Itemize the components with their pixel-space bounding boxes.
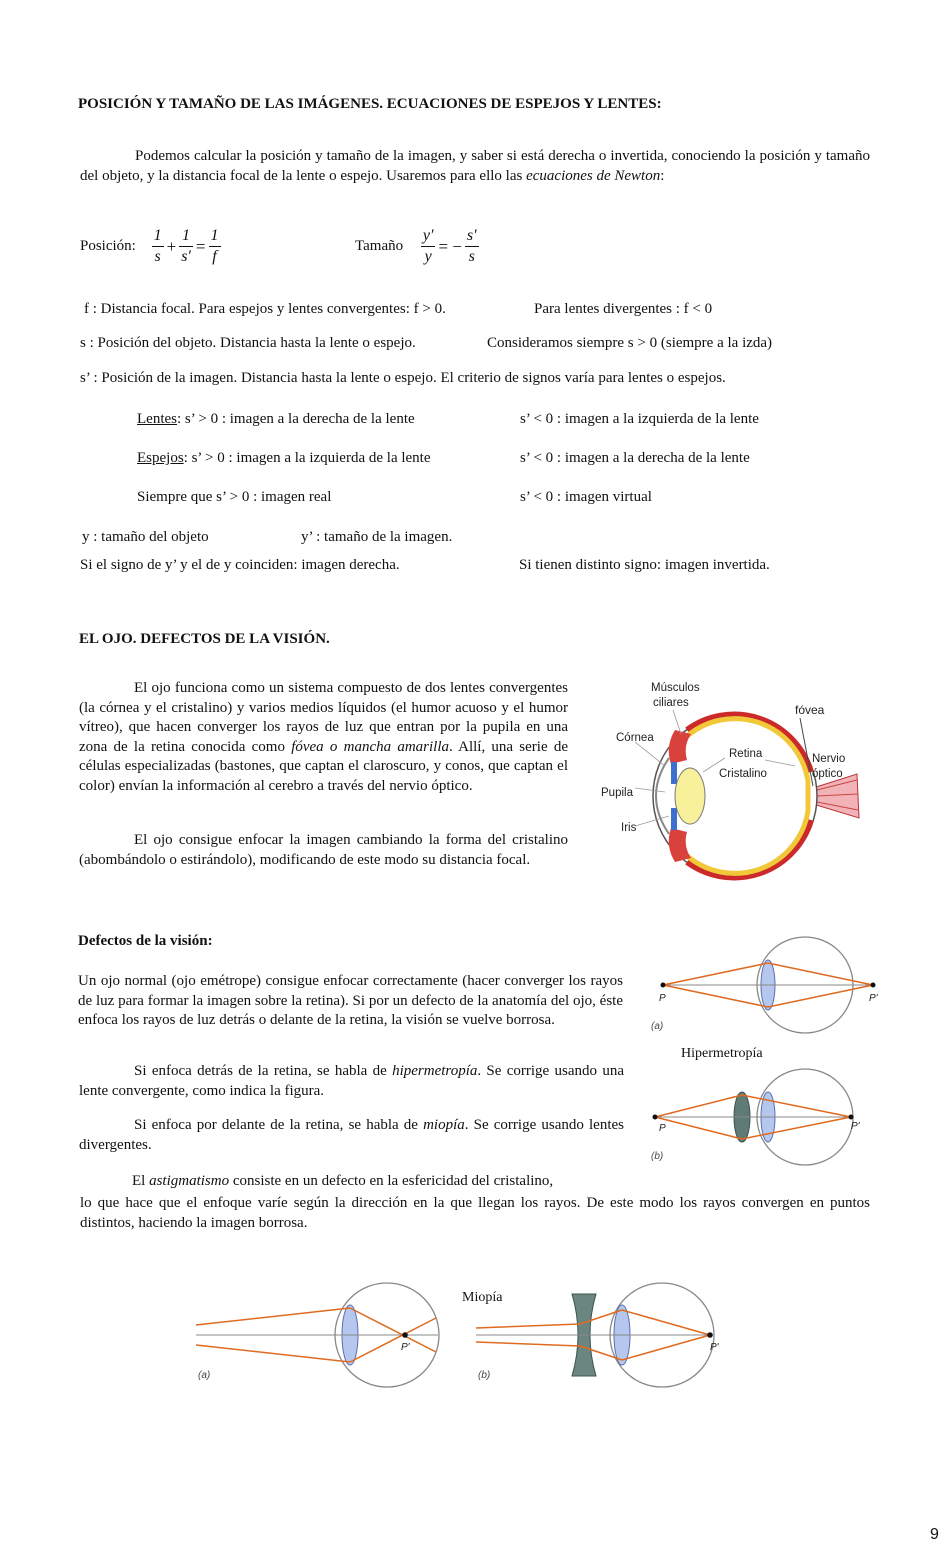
label-nervio-1: Nervio: [812, 753, 846, 765]
astigmatism-line-1: El astigmatismo consiste en un defecto en la esfericidad del cristalino,: [132, 1173, 554, 1189]
svg-text:(b): (b): [478, 1370, 491, 1381]
section-title-defects: Defectos de la visión:: [78, 933, 213, 949]
hypermetropia-title: Hipermetropía: [681, 1046, 763, 1061]
intro-emphasis: ecuaciones de Newton: [526, 167, 661, 184]
sign-different: Si tienen distinto signo: imagen invertida.: [519, 557, 770, 573]
eye-paragraph-1: El ojo funciona como un sistema compuesto de dos lentes convergentes (la córnea y el cristalino) y varios medios líquidos (el humor acuoso y el humor vítreo), que hacen converger los rayos de luz que entran por la pupila en una zona de la retina conocida como fóvea o mancha amarilla. Allí, una serie de células especializadas (bastones, que captan el claroscuro, y conos, que captan el color) envían la información al cerebro a través del nervio óptico.: [79, 680, 568, 794]
f-divergent: Para lentes divergentes : f < 0: [534, 301, 713, 317]
svg-text:P: P: [659, 1123, 666, 1134]
lentes-negative: s’ < 0 : imagen a la izquierda de la lente: [520, 411, 759, 427]
myopia-figure-b: [470, 1280, 735, 1392]
lentes-label: Lentes: [137, 411, 177, 427]
svg-text:P': P': [401, 1342, 410, 1353]
hypermetropia-figure-a: [645, 935, 885, 1040]
real-image-rule: Siempre que s’ > 0 : imagen real: [137, 489, 332, 505]
hypermetropia-emphasis: hipermetropía: [392, 1063, 478, 1079]
intro-text: Podemos calcular la posición y tamaño de la imagen, y saber si está derecha o invertida, conociendo la posición y tamaño del objeto, y la distancia focal de la lente o espejo. Usaremos para ello las: [80, 148, 870, 184]
s-definition: s : Posición del objeto. Distancia hasta la lente o espejo.: [80, 335, 416, 351]
virtual-image-rule: s’ < 0 : imagen virtual: [520, 489, 652, 505]
yp-definition: y’ : tamaño de la imagen.: [301, 529, 453, 545]
crystalline-lens-shape: [675, 768, 705, 824]
svg-text:P': P': [851, 1121, 860, 1132]
section-title-eye: EL OJO. DEFECTOS DE LA VISIÓN.: [79, 631, 330, 647]
label-retina: Retina: [729, 748, 763, 760]
label-iris: Iris: [621, 822, 637, 834]
myopia-paragraph: Si enfoca por delante de la retina, se habla de miopía. Se corrige usando lentes divergentes.: [79, 1117, 624, 1153]
label-musculos-2: ciliares: [653, 697, 689, 709]
hypermetropia-paragraph: Si enfoca detrás de la retina, se habla de hipermetropía. Se corrige usando una lente convergente, como indica la figura.: [79, 1063, 624, 1099]
label-fovea: fóvea: [795, 703, 825, 717]
frac-1-sp: $\frac{1}{s'}$: [181, 227, 191, 265]
frac-1-f: $\frac{1}{f}$: [210, 227, 219, 265]
label-nervio-2: óptico: [812, 768, 843, 780]
size-equation: Tamaño $\frac{y'}{y}$ = − $\frac{s'}{s}$: [355, 227, 477, 265]
position-equation: Posición: $\frac{1}{s}$ + $\frac{1}{s'}$ = $\frac{1}{f}$: [80, 227, 219, 265]
s-convention: Consideramos siempre s > 0 (siempre a la izda): [487, 335, 773, 351]
section-title-equations: POSICIÓN Y TAMAÑO DE LAS IMÁGENES. ECUACIONES DE ESPEJOS Y LENTES:: [78, 96, 662, 112]
myopia-figure-a: [190, 1280, 445, 1392]
myopia-emphasis: miopía: [423, 1117, 465, 1133]
svg-text:P': P': [710, 1342, 719, 1353]
label-cristalino: Cristalino: [719, 768, 767, 780]
fovea-emphasis: fóvea o mancha amarilla: [291, 738, 449, 755]
eye-paragraph-2: El ojo consigue enfocar la imagen cambiando la forma del cristalino (abombándolo o estirándolo), modificando de este modo su distancia focal.: [79, 832, 568, 868]
sp-definition: s’ : Posición de la imagen. Distancia hasta la lente o espejo. El criterio de signos varía para lentes o espejos.: [80, 370, 726, 386]
label-cornea: Córnea: [616, 732, 654, 744]
eye-anatomy-diagram: [595, 676, 860, 886]
frac-sp-s: $\frac{s'}{s}$: [466, 227, 477, 265]
svg-text:(b): (b): [651, 1151, 664, 1162]
label-musculos-1: Músculos: [651, 682, 700, 694]
position-label: Posición:: [80, 238, 136, 254]
lentes-positive: Lentes: s’ > 0 : imagen a la derecha de la lente: [137, 411, 415, 427]
intro-paragraph: [80, 147, 870, 186]
f-definition: f : Distancia focal. Para espejos y lentes convergentes: f > 0.: [84, 301, 446, 317]
page-number: 9: [930, 1526, 939, 1543]
hypermetropia-figure-b: [645, 1065, 885, 1170]
label-pupila: Pupila: [601, 787, 633, 799]
svg-text:(a): (a): [198, 1370, 211, 1381]
astigmatism-line-2: lo que hace que el enfoque varíe según la dirección en la que llegan los rayos. De este modo los rayos convergen en puntos distintos, haciendo la imagen borrosa.: [80, 1195, 870, 1231]
espejos-negative: s’ < 0 : imagen a la derecha de la lente: [520, 450, 750, 466]
svg-text:P: P: [659, 993, 666, 1004]
espejos-positive: Espejos: s’ > 0 : imagen a la izquierda de la lente: [137, 450, 431, 466]
espejos-label: Espejos: [137, 450, 184, 466]
frac-1-s: $\frac{1}{s}$: [153, 227, 162, 265]
size-label: Tamaño: [355, 238, 404, 254]
sign-same: Si el signo de y’ y el de y coinciden: imagen derecha.: [80, 557, 400, 573]
svg-text:P': P': [869, 993, 878, 1004]
svg-text:(a): (a): [651, 1021, 664, 1032]
y-definition: y : tamaño del objeto: [82, 529, 209, 545]
astigmatism-emphasis: astigmatismo: [149, 1173, 230, 1189]
myopia-title: Miopía: [462, 1290, 503, 1305]
intro-text-end: :: [660, 167, 665, 184]
frac-yp-y: $\frac{y'}{y}$: [422, 227, 434, 265]
defects-paragraph-1: Un ojo normal (ojo emétrope) consigue enfocar correctamente (hacer converger los rayos de luz para formar la imagen sobre la retina). Si por un defecto de la anatomía del ojo, éste enfoca los rayos de luz detrás o delante de la retina, la visión se vuelve borrosa.: [78, 973, 623, 1028]
